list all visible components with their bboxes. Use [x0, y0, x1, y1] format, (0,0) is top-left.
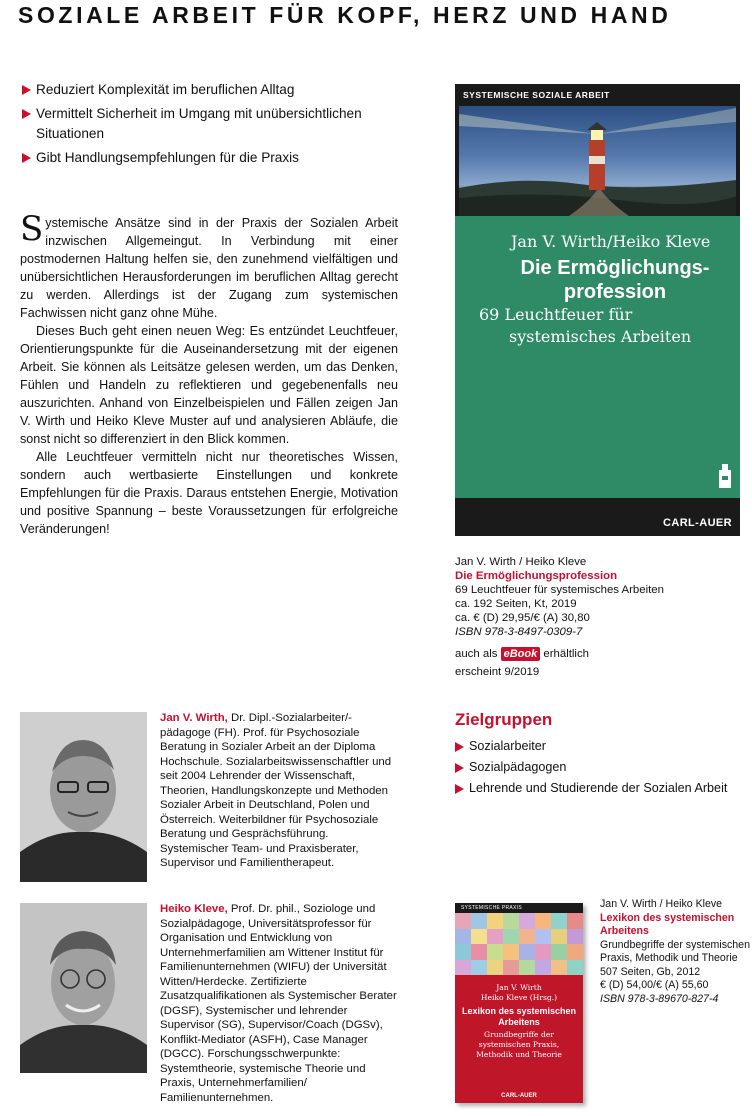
feature-item: Gibt Handlungsempfehlungen für die Praxis [22, 148, 422, 168]
book-authors: Jan V. Wirth / Heiko Kleve [600, 898, 723, 910]
book-title: Lexikon des systemischen Arbeitens [600, 911, 735, 937]
book-pages: 507 Seiten, Gb, 2012 [600, 965, 701, 978]
book-price: ca. € (D) 29,95/€ (A) 30,80 [455, 612, 590, 624]
target-groups-title: Zielgruppen [455, 710, 553, 729]
second-cover-text: Jan V. Wirth Heiko Kleve (Hrsg.) Lexikon des systemischen Arbeitens Grundbegriffe der systemischen Praxis, Methodik und Theorie [461, 983, 577, 1059]
cover-subtitle: 69 Leuchtfeuer für systemisches Arbeiten [479, 305, 692, 346]
target-group-item: Lehrende und Studierende der Sozialen Arbeit [455, 780, 745, 797]
triangle-bullet-icon [22, 85, 31, 95]
target-group-item: Sozialarbeiter [455, 738, 745, 755]
paragraph: Systemische Ansätze sind in der Praxis der Sozialen Arbeit inzwischen Allgemeingut. In Verbindung mit einer postmodernen Haltung helfen sie, den zunehmend vielfältigen und unübersichtlichen Herausforderungen im beruflichen Alltag gerecht zu werden. Allerdings ist der Zugang zum systemischen Fachwissen nicht ganz ohne Mühe. [20, 209, 398, 320]
book-info [455, 555, 745, 679]
book-cover [455, 84, 740, 536]
feature-item: Reduziert Komplexität im beruflichen Alltag [22, 80, 422, 100]
second-cover-publisher: CARL-AUER [501, 1093, 537, 1099]
feature-list [22, 80, 422, 172]
author-name: Heiko Kleve, [160, 903, 228, 915]
triangle-bullet-icon [455, 742, 464, 752]
cover-authors: Jan V. Wirth/Heiko Kleve [511, 232, 711, 251]
cover-series-bar: SYSTEMISCHE PRAXIS [455, 903, 583, 913]
ebook-note: auch als eBook erhältlich [455, 648, 589, 660]
book-isbn: ISBN 978-3-89670-827-4 [600, 992, 719, 1005]
triangle-bullet-icon [455, 763, 464, 773]
target-group-item: Sozialpädagogen [455, 759, 745, 776]
lighthouse-illustration [459, 106, 736, 216]
paragraph: Dieses Buch geht einen neuen Weg: Es entzündet Leuchtfeuer, Orientierungspunkte für die Auseinandersetzung mit der eigenen Arbeit. Sie können als Leitsätze gelesen werden, um das Denken, Fühlen und Handeln zu reflektieren und gegebenenfalls neu auszurichten. Anhand von Einzelbeispielen und Fällen zeigen Jan V. Wirth und Heiko Kleve Muster auf und analysieren Abläufe, die sonst nicht so differenziert in den Blick kommen. [20, 324, 398, 446]
book-price: € (D) 54,00/€ (A) 55,60 [600, 979, 709, 991]
drop-cap: S [20, 209, 44, 249]
second-book-cover [455, 903, 583, 1103]
ebook-badge: eBook [501, 647, 541, 661]
author-photo-wirth [20, 712, 147, 882]
triangle-bullet-icon [22, 109, 31, 119]
color-mosaic [455, 913, 583, 975]
portrait-illustration [20, 903, 147, 1073]
book-subtitle: 69 Leuchtfeuer für systemisches Arbeiten [455, 584, 664, 596]
author-name: Jan V. Wirth, [160, 712, 228, 724]
book-isbn: ISBN 978-3-8497-0309-7 [455, 626, 583, 638]
author-photo-kleve [20, 903, 147, 1073]
portrait-illustration [20, 712, 147, 882]
book-subtitle: Grundbegriffe der systemischen Praxis, Methodik und Theorie [600, 938, 750, 964]
book-pages: ca. 192 Seiten, Kt, 2019 [455, 598, 577, 610]
cover-publisher: CARL-AUER [663, 517, 732, 529]
triangle-bullet-icon [455, 784, 464, 794]
second-book-info [600, 898, 750, 1006]
page-title: SOZIALE ARBEIT FÜR KOPF, HERZ UND HAND [18, 2, 672, 28]
cover-series: SYSTEMISCHE SOZIALE ARBEIT [463, 90, 610, 100]
book-title: Die Ermöglichungsprofession [455, 570, 618, 582]
paragraph: Alle Leuchtfeuer vermitteln nicht nur theoretisches Wissen, sondern auch wertbasierte Einstellungen und konkrete Empfehlungen für die Praxis. Daraus entstehen Energie, Motivation und positive Spannung – beste Voraussetzungen für erfolgreiche Veränderungen! [20, 450, 398, 536]
feature-item: Vermittelt Sicherheit im Umgang mit unübersichtlichen Situationen [22, 104, 422, 144]
triangle-bullet-icon [22, 153, 31, 163]
description-text [20, 209, 398, 538]
target-groups-list [455, 738, 745, 801]
publisher-logo-icon [716, 462, 734, 490]
author-bio-wirth: Jan V. Wirth, Dr. Dipl.-Sozialarbeiter/-pädagoge (FH). Prof. für Psychosoziale Beratung in Sozialer Arbeit an der Diploma Hochschule. Sozialarbeitswissenschaftler und seit 2004 Lehrender der Wissenschaft, Theorien, Handlungskonzepte und Methoden Sozialer Arbeit in Deutschland, Polen und Österreich. Weiterbildner für Psychosoziale Beratung und Gesprächsführung. Systemischer Team- und Praxisberater, Supervisor und Familientherapeut. [160, 712, 392, 869]
cover-green-panel [455, 216, 740, 498]
book-authors: Jan V. Wirth / Heiko Kleve [455, 556, 587, 568]
lighthouse-photo [459, 106, 736, 216]
author-bio-kleve: Heiko Kleve, Prof. Dr. phil., Soziologe und Sozialpädagoge, Universitätsprofessor für Organisation und Entwicklung von Unternehmerfamilien am Wittener Institut für Familienunternehmen (WIFU) der Universität Witten/Herdecke. Zertifizierte Zusatzqualifikationen als Systemischer Berater (DGSF), Systemischer und lehrender Supervisor (SG), Supervisor/Coach (DGSv), Konflikt-Mediator (ASFH), Case Manager (DGCC). Forschungsschwerpunkte: Systemtheorie, systemische Theorie und Praxis, Unternehmerfamilien/ Familienunternehmen. [160, 903, 397, 1104]
release-date: erscheint 9/2019 [455, 666, 540, 678]
cover-title: Die Ermöglichungs- profession [520, 257, 710, 303]
